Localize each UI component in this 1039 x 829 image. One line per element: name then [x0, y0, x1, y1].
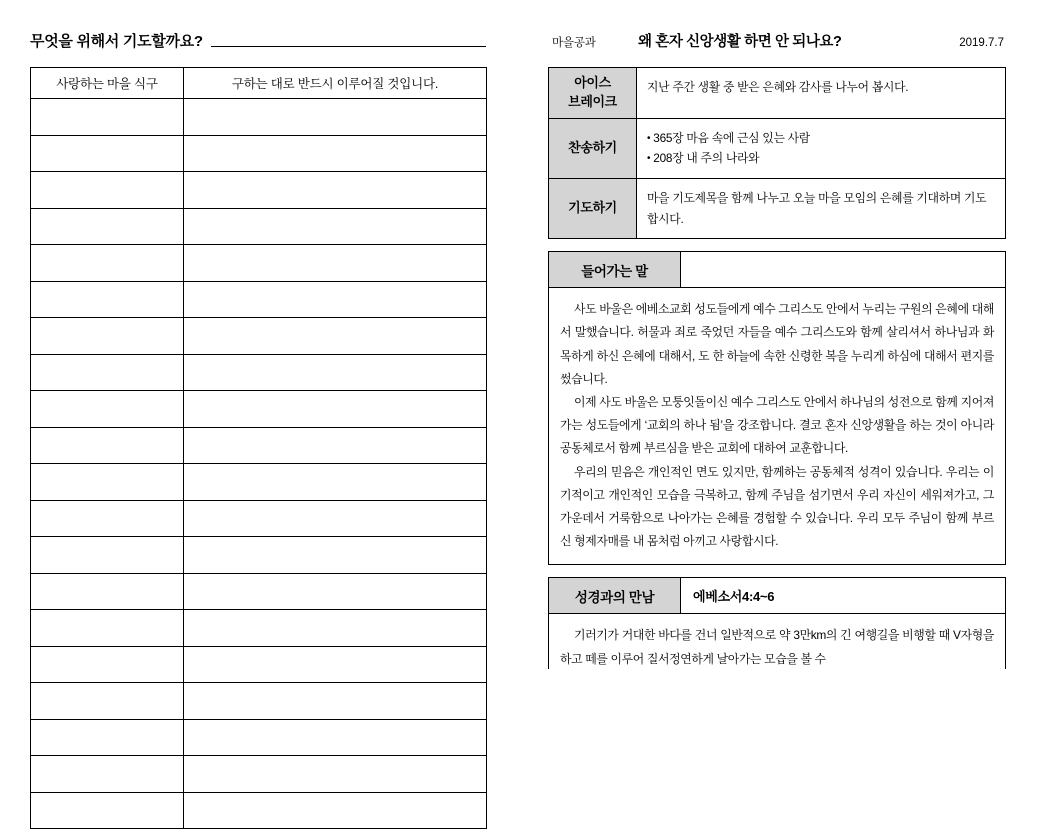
table-row [31, 391, 487, 428]
prayer-table-body [31, 99, 487, 829]
banner-intro-label: 들어가는 말 [549, 252, 681, 287]
cell-promise[interactable] [184, 683, 487, 720]
section-prayer [548, 178, 1006, 239]
intro-paragraph-1: 사도 바울은 에베소교회 성도들에게 예수 그리스도 안에서 누리는 구원의 은혜에 대해서 말했습니다. 허물과 죄로 죽었던 자들을 예수 그리스도와 함께 살리셔서 하나님과 화목하게 하신 은혜에 대해서, 도 한 하늘에 속한 신령한 복을 누리게 하심에 대해서 편지를 썼습니다. [560, 302, 994, 386]
table-row [31, 646, 487, 683]
intro-paragraph-3: 우리의 믿음은 개인적인 면도 있지만, 함께하는 공동체적 성격이 있습니다. 우리는 이기적이고 개인적인 모습을 극복하고, 함께 주님을 섬기면서 우리 자신이 세워져가고, 그 가운데서 거룩함으로 나아가는 은혜를 경험할 수 있습니다. 우리 모두 주님이 함께 부르신 형제자매를 내 몸처럼 아끼고 사랑합시다. [560, 464, 994, 549]
section-praise-text [637, 119, 1005, 178]
table-row [31, 464, 487, 501]
cell-promise[interactable] [184, 792, 487, 829]
section-praise-label [549, 119, 637, 178]
cell-promise[interactable] [184, 500, 487, 537]
cell-promise[interactable] [184, 281, 487, 318]
table-row [31, 683, 487, 720]
table-row [31, 135, 487, 172]
table-row [31, 537, 487, 574]
prayer-heading: 무엇을 위해서 기도할까요? [30, 33, 203, 50]
cell-name[interactable] [31, 208, 184, 245]
cell-name[interactable] [31, 281, 184, 318]
cell-promise[interactable] [184, 318, 487, 355]
column-header-name: 사랑하는 마을 식구 [31, 68, 184, 99]
table-row [31, 573, 487, 610]
table-row [31, 281, 487, 318]
prayer-section [30, 30, 486, 829]
praise-hymn-2-label: 208장 내 주의 나라와 [653, 151, 760, 166]
lesson-section [548, 30, 1006, 669]
section-praise [548, 118, 1006, 178]
praise-hymn-1-label: 365장 마음 속에 근심 있는 사람 [653, 130, 810, 145]
section-icebreak-label [549, 68, 637, 118]
section-icebreak [548, 67, 1006, 118]
heading-rule [211, 46, 486, 47]
banner-intro [548, 251, 1006, 287]
cell-name[interactable] [31, 99, 184, 136]
cell-promise[interactable] [184, 756, 487, 793]
course-label: 마을공과 [552, 37, 596, 49]
cell-promise[interactable] [184, 464, 487, 501]
cell-promise[interactable] [184, 427, 487, 464]
table-row [31, 99, 487, 136]
cell-name[interactable] [31, 318, 184, 355]
praise-hymn-1 [647, 128, 995, 149]
prayer-heading-row [30, 30, 486, 51]
table-row [31, 172, 487, 209]
cell-name[interactable] [31, 756, 184, 793]
cell-name[interactable] [31, 245, 184, 282]
table-header-row [31, 68, 487, 99]
cell-name[interactable] [31, 427, 184, 464]
cell-promise[interactable] [184, 719, 487, 756]
table-row [31, 719, 487, 756]
bullet-dot-icon: • [647, 153, 651, 165]
cell-name[interactable] [31, 792, 184, 829]
table-row [31, 792, 487, 829]
cell-promise[interactable] [184, 354, 487, 391]
table-row [31, 245, 487, 282]
section-prayer-label-line1: 기도하기 [568, 200, 617, 216]
cell-name[interactable] [31, 646, 184, 683]
lesson-title: 왜 혼자 신앙생활 하면 안 되나요? [638, 34, 842, 50]
section-icebreak-label-line2: 브레이크 [568, 93, 617, 109]
cell-name[interactable] [31, 464, 184, 501]
table-row [31, 208, 487, 245]
section-prayer-text: 마을 기도제목을 함께 나누고 오늘 마을 모임의 은혜를 기대하며 기도합시다. [647, 190, 987, 226]
cell-name[interactable] [31, 354, 184, 391]
section-praise-label-line1: 찬송하기 [568, 139, 617, 155]
banner-bible [548, 577, 1006, 613]
lesson-header [548, 30, 1006, 51]
cell-name[interactable] [31, 719, 184, 756]
section-prayer-label [549, 179, 637, 238]
cell-promise[interactable] [184, 99, 487, 136]
table-row [31, 354, 487, 391]
cell-name[interactable] [31, 135, 184, 172]
bullet-dot-icon: • [647, 132, 651, 144]
cell-promise[interactable] [184, 646, 487, 683]
cell-name[interactable] [31, 537, 184, 574]
cell-name[interactable] [31, 172, 184, 209]
column-header-promise: 구하는 대로 반드시 이루어질 것입니다. [184, 68, 487, 99]
cell-promise[interactable] [184, 135, 487, 172]
bible-paragraph-1: 기러기가 거대한 바다를 건너 일반적으로 약 3만km의 긴 여행길을 비행할 때 V자형을 하고 떼를 이루어 질서정연하게 날아가는 모습을 볼 수 [560, 628, 994, 666]
cell-name[interactable] [31, 683, 184, 720]
cell-promise[interactable] [184, 208, 487, 245]
table-row [31, 756, 487, 793]
cell-promise[interactable] [184, 610, 487, 647]
cell-promise[interactable] [184, 573, 487, 610]
section-icebreak-text: 지난 주간 생활 중 받은 은혜와 감사를 나누어 봅시다. [647, 80, 909, 94]
prayer-table [30, 67, 487, 829]
banner-bible-label: 성경과의 만남 [549, 578, 681, 613]
table-row [31, 427, 487, 464]
cell-name[interactable] [31, 391, 184, 428]
intro-paragraphs [548, 287, 1006, 565]
cell-promise[interactable] [184, 172, 487, 209]
bible-paragraphs [548, 613, 1006, 669]
cell-name[interactable] [31, 573, 184, 610]
banner-intro-ref [681, 252, 1005, 287]
lesson-date: 2019.7.7 [959, 37, 1004, 49]
table-row [31, 610, 487, 647]
section-icebreak-label-line1: 아이스 [574, 75, 611, 90]
banner-bible-ref: 에베소서4:4~6 [693, 589, 775, 605]
cell-promise[interactable] [184, 391, 487, 428]
table-row [31, 500, 487, 537]
cell-name[interactable] [31, 610, 184, 647]
cell-name[interactable] [31, 500, 184, 537]
intro-paragraph-2: 이제 사도 바울은 모퉁잇돌이신 예수 그리스도 안에서 하나님의 성전으로 함께 지어져가는 성도들에게 ‘교회의 하나 됨’을 강조합니다. 결코 혼자 신앙생활을 하는 것이 아니라 공동체로서 함께 부르심을 받은 교회에 대하여 교훈합니다. [560, 395, 994, 456]
table-row [31, 318, 487, 355]
cell-promise[interactable] [184, 537, 487, 574]
lesson-body [548, 67, 1006, 669]
praise-hymn-2 [647, 148, 995, 169]
cell-promise[interactable] [184, 245, 487, 282]
